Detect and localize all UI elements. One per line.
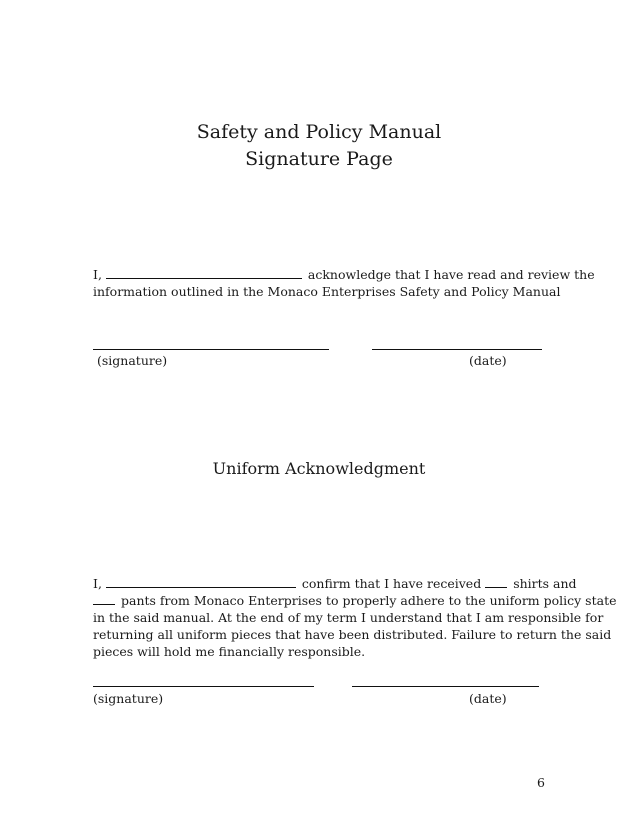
page-subtitle: Signature Page bbox=[245, 148, 393, 170]
uniform-line-5: pieces will hold me financially responsible. bbox=[93, 644, 366, 659]
uniform-line-1-mid: confirm that I have received bbox=[301, 576, 482, 591]
signature-label-1: (signature) bbox=[97, 353, 168, 368]
date-line-1[interactable] bbox=[372, 349, 542, 350]
name-blank-1[interactable] bbox=[106, 267, 302, 279]
uniform-title: Uniform Acknowledgment bbox=[212, 459, 426, 478]
signature-line-1[interactable] bbox=[93, 349, 329, 350]
uniform-line-2 bbox=[93, 592, 617, 609]
uniform-paragraph bbox=[93, 575, 617, 660]
date-line-2[interactable] bbox=[352, 686, 539, 687]
uniform-line-2-text: pants from Monaco Enterprises to properly adhere to the uniform policy state bbox=[120, 593, 617, 608]
date-label-1: (date) bbox=[469, 353, 507, 368]
signature-label-2: (signature) bbox=[93, 691, 164, 706]
page-title: Safety and Policy Manual bbox=[196, 121, 442, 143]
page-number: 6 bbox=[537, 775, 545, 790]
acknowledgment-line-2: information outlined in the Monaco Enterprises Safety and Policy Manual bbox=[93, 284, 561, 299]
acknowledgment-line-1-text: acknowledge that I have read and review the bbox=[307, 267, 595, 282]
uniform-line-4: returning all uniform pieces that have been distributed. Failure to return the said bbox=[93, 627, 612, 642]
date-label-2: (date) bbox=[469, 691, 507, 706]
acknowledgment-line-1 bbox=[93, 266, 595, 283]
acknowledgment-paragraph bbox=[93, 266, 595, 300]
uniform-line-1 bbox=[93, 575, 577, 592]
uniform-line-1-end: shirts and bbox=[513, 576, 577, 591]
uniform-line-3: in the said manual. At the end of my term I understand that I am responsible for bbox=[93, 610, 604, 625]
acknowledgment-prefix: I, bbox=[93, 267, 102, 282]
name-blank-2[interactable] bbox=[106, 576, 296, 588]
signature-line-2[interactable] bbox=[93, 686, 314, 687]
uniform-prefix: I, bbox=[93, 576, 102, 591]
pants-count-blank[interactable] bbox=[93, 593, 115, 605]
shirts-count-blank[interactable] bbox=[485, 576, 507, 588]
